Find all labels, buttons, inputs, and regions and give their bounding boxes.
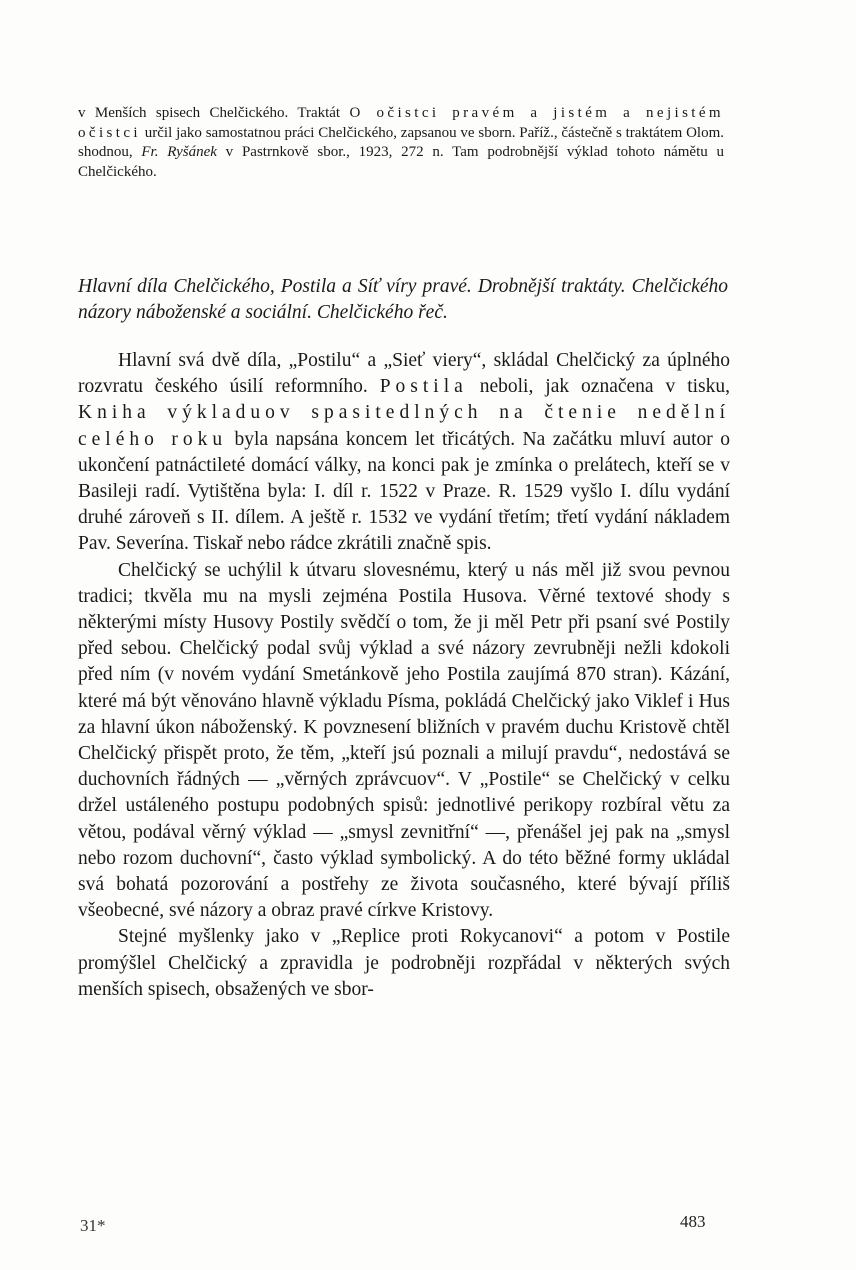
footnote-text-2: určil jako samostatnou práci Chelčického, zapsanou ve sborn. Paříž., částečně s traktátem Olom. shodnou, xyxy=(78,124,724,161)
paragraph-1-spaced-title: Kniha výkladuov spasitedlných na čtenie nedělní celého roku xyxy=(78,402,730,450)
paragraph-1 xyxy=(78,348,730,558)
footnote-author: Fr. Ryšánek xyxy=(141,144,217,161)
paragraph-3: Stejné myšlenky jako v „Replice proti Rokycanovi“ a potom v Postile promýšlel Chelčický a zpravidla je podrobněji rozpřádal v některých svých menších spisech, obsažených ve sbor- xyxy=(78,926,730,1000)
paragraph-2: Chelčický se uchýlil k útvaru slovesnému, který u nás měl již svou pevnou tradici; tkvěla mu na mysli zejména Postila Husova. Věrné textové shody s některými místy Husovy Postily svědčí o tom, že ji měl Petr při psaní své Postily před sebou. Chelčický podal svůj výklad a své názory zevrubněji nežli kdokoli před ním (v novém vydání Smetánkově jeho Postila zaujímá 870 stran). Kázání, které má být věnováno hlavně výkladu Písma, pokládá Chelčický jako Viklef i Hus za hlavní úkon náboženský. K povznesení bližních v pravém duchu Kristově chtěl Chelčický přispět proto, že těm, „kteří jsú poznali a milují pravdu“, nedostává se duchovních řádných — „věrných zprávcuov“. V „Postile“ se Chelčický v celku držel ustáleného postupu podobných spisů: jednotlivé perikopy rozbíral větu za větou, podával věrný výklad — „smysl zevnitřní“ —, přenášel jej pak na „smysl nebo rozom duchovní“, často výklad symbolický. A do této běžné formy ukládal svá bohatá pozorování a postřehy ze života současného, které bývají příliš všeobecné, své názory a obraz pravé církve Kristovy. xyxy=(78,559,730,922)
paragraph-1-text-c: byla napsána koncem let třicátých. Na začátku mluví autor o ukončení patnáctileté domácí války, na konci pak je zmínka o prelátech, kteří se v Basileji radí. Vytištěna byla: I. díl r. 1522 v Praze. R. 1529 vyšlo I. dílu vydání druhé zároveň s II. dílem. A ještě r. 1532 ve vydání třetím; třetí vydání nákladem Pav. Severína. Tiskař nebo rádce zkrátili značně spis. xyxy=(78,428,730,555)
paragraph-1-text-b: neboli, jak označena v tisku, xyxy=(467,376,730,398)
page-number: 483 xyxy=(680,1212,706,1231)
footnote-text-1: v Menších spisech Chelčického. Traktát xyxy=(78,105,350,121)
body-text xyxy=(78,348,730,1003)
section-heading: Hlavní díla Chelčického, Postila a Síť víry pravé. Drobnější traktáty. Chelčického názory náboženské a sociální. Chelčického řeč. xyxy=(78,276,728,323)
footnote-text-3: v Pastrnkově sbor., 1923, 272 n. Tam podrobnější výklad tohoto námětu u Chelčického. xyxy=(78,144,725,180)
paragraph-1-spaced-postila: Postila xyxy=(379,376,468,398)
footnote-spaced-title: O očistci pravém a jistém a nejistém očistci xyxy=(78,105,725,141)
signature-mark: 31* xyxy=(80,1216,106,1235)
paragraph-1-text-a: Hlavní svá dvě díla, „Postilu“ a „Sieť viery“, skládal Chelčický za úplného rozvratu českého úsilí reformního. xyxy=(78,350,730,398)
footnote xyxy=(78,104,724,182)
